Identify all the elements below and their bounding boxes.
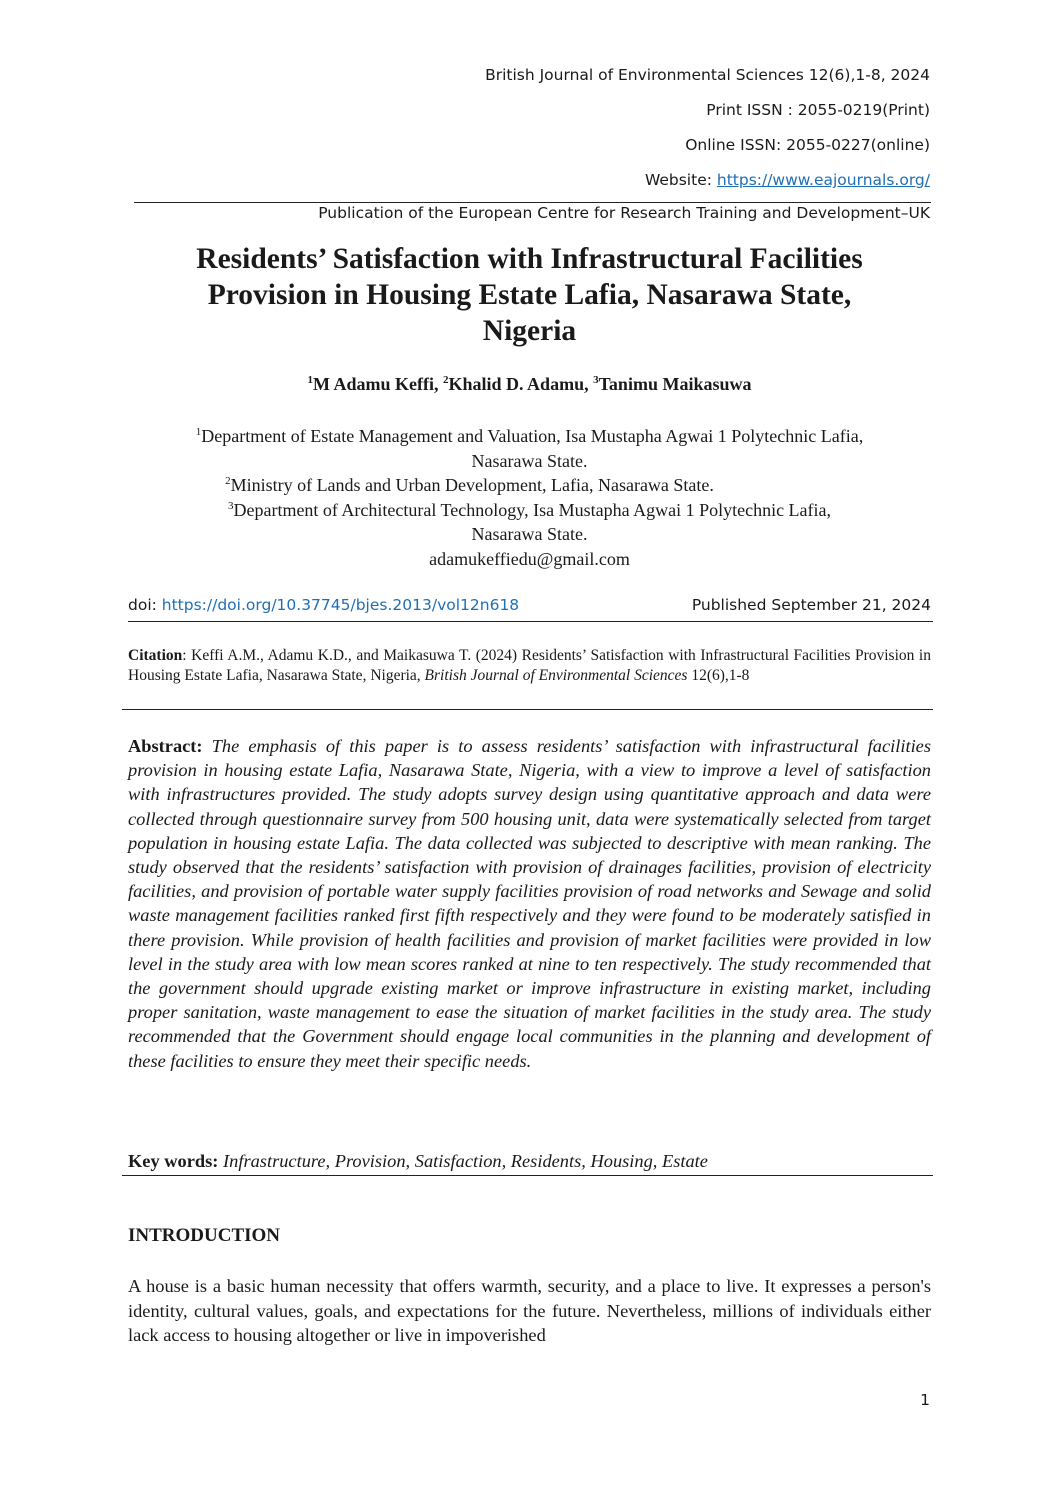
- keywords-label: Key words:: [128, 1151, 219, 1171]
- doi-label: doi:: [128, 596, 162, 614]
- abstract-text: The emphasis of this paper is to assess residents’ satisfaction with infrastructural facilities provision in housing estate Lafia, Nasarawa State, Nigeria, with a view to improve a level of satisfaction with infrastructures provided. The study adopts survey design using quantitative approach and data were collected through questionnaire survey from 500 housing unit, data were systematically selected from target population in housing estate Lafia. The data collected was subjected to descriptive with mean ranking. The study observed that the residents’ satisfaction with provision of drainages facilities, provision of electricity facilities, and provision of portable water supply facilities provision of road networks and Sewage and solid waste management facilities ranked first fifth respectively and they were found to be moderately satisfied in there provision. While provision of health facilities and provision of market facilities were provided in low level in the study area with low mean scores ranked at nine to ten respectively. The study recommended that the government should upgrade existing market or improve infrastructure in existing market, including proper sanitation, waste management to ease the situation of market facilities in the study area. The study recommended that the Government should engage local communities in the planning and development of these facilities to ensure they meet their specific needs.: [128, 736, 931, 1071]
- affiliation-text: Department of Estate Management and Valuation, Isa Mustapha Agwai 1 Polytechnic Lafia,: [201, 426, 864, 446]
- paper-title: [128, 241, 931, 349]
- author-name: Tanimu Maikasuwa: [598, 374, 752, 394]
- doi-divider: [128, 621, 933, 622]
- affiliations: [128, 424, 931, 571]
- doi-block: [128, 596, 519, 614]
- header-divider: [134, 202, 931, 203]
- title-line: Residents’ Satisfaction with Infrastructural Facilities: [196, 243, 863, 275]
- citation-volume: 12(6),1-8: [687, 667, 750, 684]
- author-sup: 2: [443, 374, 449, 386]
- keywords-block: [128, 1151, 931, 1172]
- author-sup: 1: [307, 374, 314, 386]
- website-line: [120, 167, 930, 202]
- website-link[interactable]: https://www.eajournals.org/: [716, 171, 930, 189]
- keywords-divider: [122, 1175, 933, 1176]
- print-issn: Print ISSN : 2055-0219(Print): [706, 101, 930, 119]
- affiliation-text: Ministry of Lands and Urban Development, Lafia, Nasarawa State.: [230, 475, 714, 495]
- journal-header: [120, 62, 930, 202]
- author-list: [128, 374, 931, 395]
- affiliation-2: [128, 473, 931, 498]
- citation-label: Citation: [128, 647, 183, 664]
- affiliation-sup: 2: [225, 475, 231, 487]
- publisher-line: Publication of the European Centre for Research Training and Development–UK: [318, 204, 930, 222]
- affiliation-3: [128, 498, 931, 523]
- journal-citation-line: British Journal of Environmental Sciences 12(6),1-8, 2024: [485, 66, 930, 84]
- citation-journal: British Journal of Environmental Sciences: [424, 667, 688, 684]
- affiliation-sup: 3: [227, 499, 234, 512]
- online-issn: Online ISSN: 2055-0227(online): [685, 136, 930, 154]
- affiliation-sup: 1: [195, 426, 202, 438]
- published-date: Published September 21, 2024: [691, 596, 931, 614]
- website-label: Website:: [644, 171, 717, 189]
- page-number: 1: [920, 1391, 930, 1409]
- doi-link[interactable]: https://doi.org/10.37745/bjes.2013/vol12n618: [161, 596, 520, 614]
- author-name: Khalid D. Adamu,: [448, 374, 589, 394]
- author-name: M Adamu Keffi,: [313, 374, 439, 394]
- affiliation-3-cont: Nasarawa State.: [471, 524, 588, 544]
- introduction-paragraph: A house is a basic human necessity that offers warmth, security, and a place to live. It expresses a person's identity, cultural values, goals, and expectations for the future. Nevertheless, millions of individuals either lack access to housing altogether or live in impoverished: [128, 1276, 931, 1345]
- citation-block: [128, 646, 931, 686]
- title-line: Nigeria: [482, 315, 577, 347]
- affiliation-1-cont: Nasarawa State.: [471, 450, 588, 471]
- abstract-block: [128, 734, 931, 1073]
- title-line: Provision in Housing Estate Lafia, Nasarawa State,: [207, 279, 852, 311]
- citation-divider: [122, 709, 933, 710]
- affiliation-1: [128, 424, 931, 449]
- doi-row: [128, 596, 931, 614]
- abstract-label: Abstract:: [128, 736, 203, 756]
- citation-text: : Keffi A.M., Adamu K.D., and Maikasuwa T. (2024) Residents’ Satisfaction with Infrastructural Facilities Provision in Housing Estate Lafia, Nasarawa State, Nigeria,: [128, 647, 931, 684]
- keywords-text: Infrastructure, Provision, Satisfaction, Residents, Housing, Estate: [218, 1151, 708, 1171]
- introduction-heading: INTRODUCTION: [128, 1225, 281, 1246]
- contact-email: adamukeffiedu@gmail.com: [429, 548, 630, 569]
- author-sup: 3: [593, 374, 599, 386]
- affiliation-text: Department of Architectural Technology, Isa Mustapha Agwai 1 Polytechnic Lafia,: [233, 499, 832, 520]
